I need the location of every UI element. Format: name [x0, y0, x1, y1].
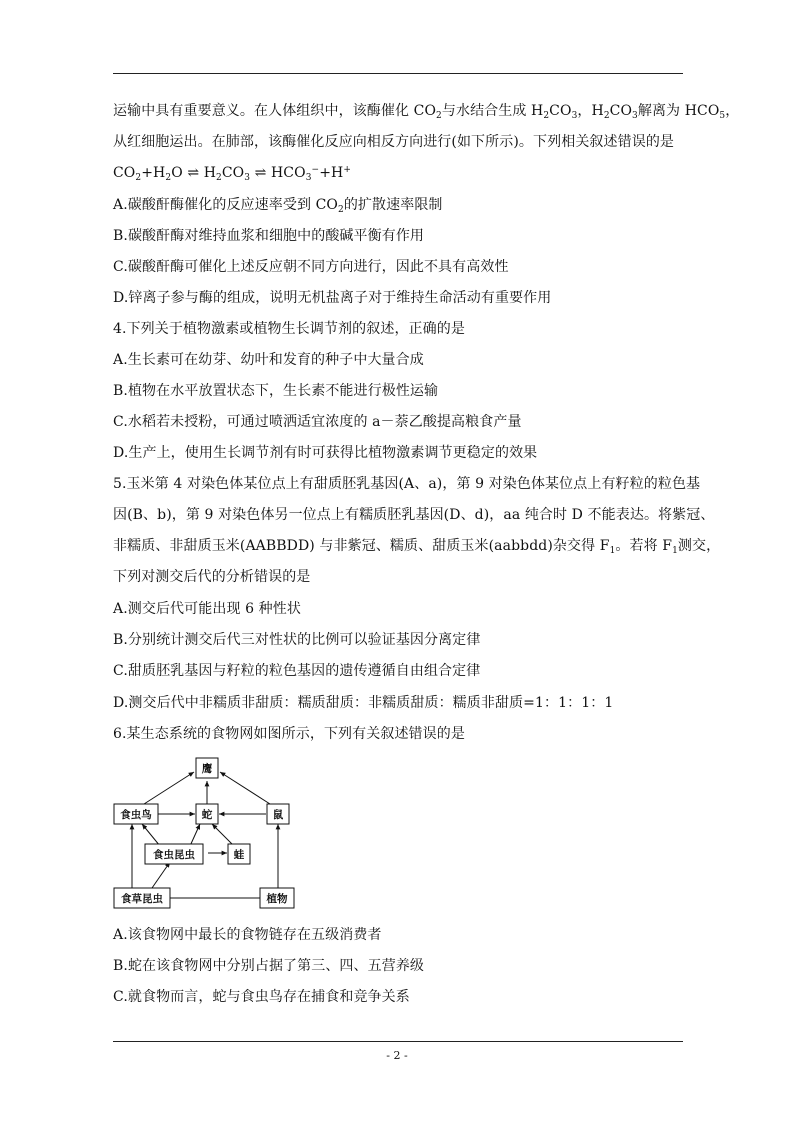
option-b: B.碳酸酐酶对维持血浆和细胞中的酸碱平衡有作用 [113, 228, 425, 244]
text-line: 从红细胞运出。在肺部，该酶催化反应向相反方向进行(如下所示)。下列相关叙述错误的是 [113, 134, 675, 150]
node-snake: 蛇 [201, 809, 213, 821]
question-6: 6.某生态系统的食物网如图所示，下列有关叙述错误的是 [113, 726, 465, 742]
text-line: 运输中具有重要意义。在人体组织中，该酶催化 $CO_2$与水结合生成 $H_2CO_3$，$H_2CO_3$解离为 $HCO_5$， [113, 103, 740, 121]
page-number: - 2 - [386, 1049, 408, 1062]
option-a: A.碳酸酐酶催化的反应速率受到 $CO_2$的扩散速率限制 [113, 197, 443, 215]
option-d: D.测交后代中非糯质非甜质：糯质甜质：非糯质甜质：糯质非甜质=1：1：1：1 [113, 695, 614, 711]
arrow-insect-to-bird [142, 824, 160, 846]
option-d: D.生产上，使用生长调节剂有时可获得比植物激素调节更稳定的效果 [113, 445, 538, 461]
question-5: 5.玉米第 4 对染色体某位点上有甜质胚乳基因(A、a)，第 9 对染色体某位点上有籽粒的粒色基 [113, 476, 701, 492]
text-line: 非糯质、非甜质玉米(AABBDD) 与非紫冠、糯质、甜质玉米(aabbdd)杂交得 $F_1$。若将 $F_1$测交， [113, 538, 721, 556]
equation: $CO_2+H_2O$ ⇌ $H_2CO_3$ ⇌ $HCO_3^-+H^+$ [113, 165, 351, 183]
option-a: A.该食物网中最长的食物链存在五级消费者 [113, 927, 382, 943]
node-herbivorous-insect: 食草昆虫 [121, 893, 163, 905]
option-c: C.就食物而言，蛇与食虫鸟存在捕食和竞争关系 [113, 989, 410, 1005]
arrow-mouse-to-eagle [220, 772, 270, 804]
option-c: C.甜质胚乳基因与籽粒的粒色基因的遗传遵循自由组合定律 [113, 663, 481, 679]
arrow-bird-to-eagle [144, 772, 194, 804]
arrow-herb-to-insect [152, 862, 170, 888]
node-insectivorous-bird: 食虫鸟 [120, 809, 152, 821]
node-plant: 植物 [266, 893, 288, 905]
footer-rule [113, 1041, 683, 1042]
option-b: B.分别统计测交后代三对性状的比例可以验证基因分离定律 [113, 632, 481, 648]
option-d: D.锌离子参与酶的组成，说明无机盐离子对于维持生命活动有重要作用 [113, 290, 552, 306]
option-c: C.水稻若未授粉，可通过喷洒适宜浓度的 a－萘乙酸提高粮食产量 [113, 414, 522, 430]
arrow-insect-to-snake [190, 824, 200, 846]
node-frog: 蛙 [233, 849, 245, 861]
node-eagle: 鹰 [201, 763, 213, 775]
text-line: 因(B、b)，第 9 对染色体另一位点上有糯质胚乳基因(D、d)，aa 纯合时 D 不能表达。将紫冠、 [113, 507, 715, 523]
option-b: B.植物在水平放置状态下，生长素不能进行极性运输 [113, 383, 439, 399]
food-web-diagram [112, 756, 302, 912]
question-4: 4.下列关于植物激素或植物生长调节剂的叙述，正确的是 [113, 321, 465, 337]
node-insectivorous-insect: 食虫昆虫 [153, 849, 195, 861]
option-c: C.碳酸酐酶可催化上述反应朝不同方向进行，因此不具有高效性 [113, 259, 509, 275]
header-rule [113, 73, 683, 74]
arrow-frog-to-snake [212, 824, 234, 846]
option-a: A.测交后代可能出现 6 种性状 [113, 601, 301, 617]
option-b: B.蛇在该食物网中分别占据了第三、四、五营养级 [113, 958, 425, 974]
text-line: 下列对测交后代的分析错误的是 [113, 569, 311, 585]
node-mouse: 鼠 [272, 809, 284, 821]
option-a: A.生长素可在幼芽、幼叶和发育的种子中大量合成 [113, 352, 424, 368]
